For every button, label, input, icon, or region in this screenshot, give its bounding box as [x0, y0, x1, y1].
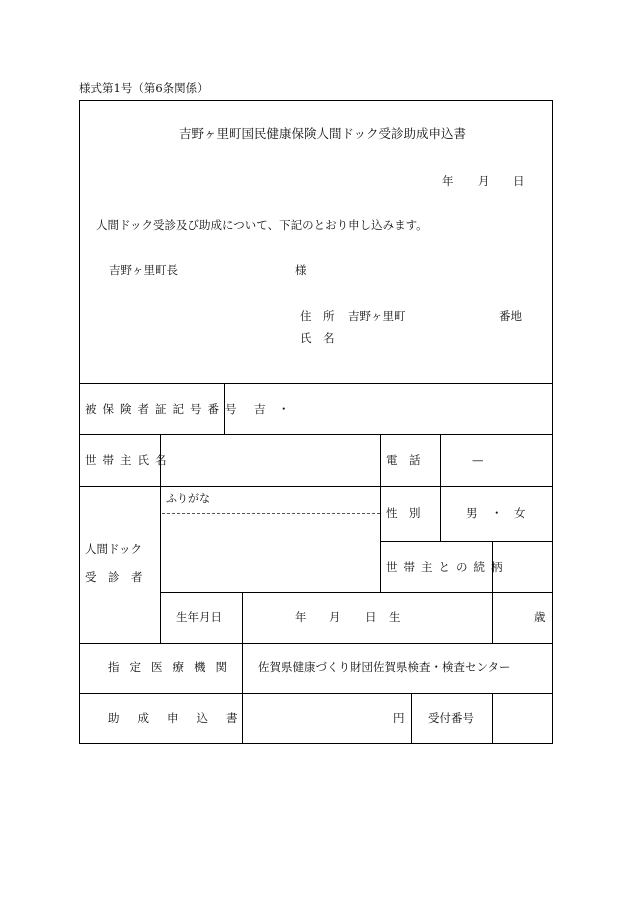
col-line-value: [440, 434, 441, 541]
intro-text: 人間ドック受診及び助成について、下記のとおり申し込みます。: [96, 218, 428, 232]
householder-label: 世帯主氏名: [85, 453, 173, 467]
row-line-7: [79, 693, 553, 694]
date-year: 年: [442, 174, 454, 188]
phone-label: 電 話: [386, 453, 421, 467]
relation-label: 世帯主との続柄: [386, 560, 509, 574]
frame-top-line: [79, 100, 553, 101]
row-line-5: [160, 592, 553, 593]
application-label: 助成申込書: [108, 711, 256, 725]
row-line-3: [79, 486, 553, 487]
birth-label: 生年月日: [176, 610, 222, 624]
furigana-label: ふりがな: [166, 492, 210, 505]
birth-month: 月: [329, 610, 341, 624]
row-line-6: [79, 643, 553, 644]
date-month: 月: [478, 174, 490, 188]
col-line-mid: [380, 434, 381, 592]
age-suffix: 歳: [534, 610, 546, 624]
sex-male: 男: [466, 506, 478, 520]
name-label: 氏 名: [300, 331, 335, 345]
date-day: 日: [513, 174, 525, 188]
insurance-dot: ・: [278, 402, 290, 416]
sex-label: 性 別: [386, 506, 421, 520]
examinee-label-2: 受 診 者: [85, 570, 143, 584]
frame-right-line: [552, 100, 553, 744]
receipt-label: 受付番号: [428, 711, 474, 725]
birth-year: 年: [295, 610, 307, 624]
frame-left-line: [79, 100, 80, 744]
address-suffix: 番地: [499, 309, 522, 323]
row-line-1: [79, 383, 553, 384]
frame-bottom-line: [79, 743, 553, 744]
row-line-4: [380, 541, 553, 542]
institution-value: 佐賀県健康づくり財団佐賀県検査・検査センター: [258, 660, 511, 674]
phone-dash: —: [472, 453, 484, 467]
furigana-dash-line: [162, 513, 380, 514]
addressee-name: 吉野ヶ里町長: [109, 263, 178, 277]
institution-label: 指定医療機関: [108, 660, 237, 674]
birth-day: 日: [365, 610, 377, 624]
insurance-label: 被保険者証記号番号: [85, 402, 243, 416]
col-line-yen: [411, 693, 412, 744]
row-line-2: [79, 434, 553, 435]
insurance-prefix: 吉: [254, 402, 266, 416]
examinee-label-1: 人間ドック: [85, 542, 143, 556]
address-town: 吉野ヶ里町: [348, 309, 406, 323]
address-label: 住 所: [300, 309, 335, 323]
sex-female: 女: [514, 506, 526, 520]
addressee-honorific: 様: [295, 263, 307, 277]
yen-label: 円: [393, 711, 405, 725]
form-number: 様式第1号（第6条関係）: [79, 81, 209, 95]
sex-separator: ・: [491, 506, 503, 520]
form-title: 吉野ヶ里町国民健康保険人間ドック受診助成申込書: [179, 126, 467, 141]
col-line-age: [492, 592, 493, 643]
col-line-receipt: [492, 693, 493, 744]
birth-suffix: 生: [389, 610, 401, 624]
